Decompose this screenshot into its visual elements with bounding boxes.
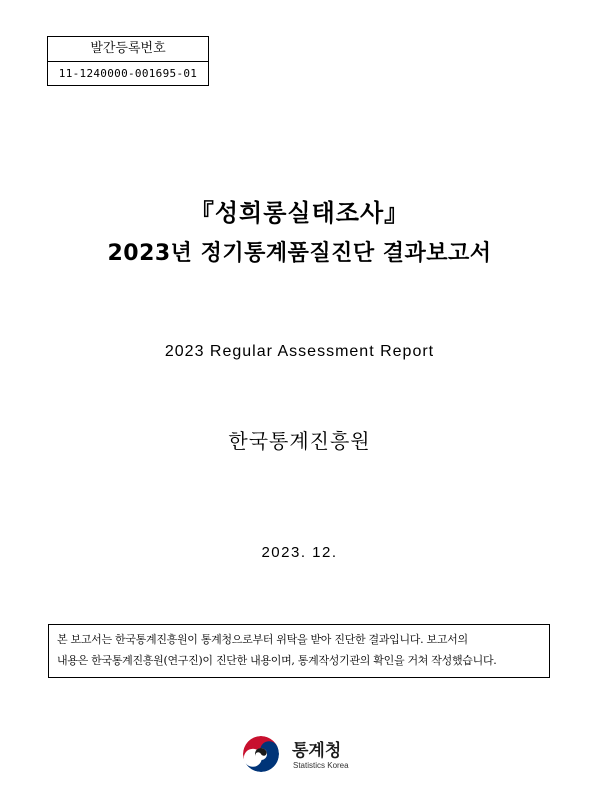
notice-line1: 본 보고서는 한국통계진흥원이 통계청으로부터 위탁을 받아 진단한 결과입니다. 보고서의 [57, 633, 468, 646]
publication-date: 2023. 12. [261, 544, 338, 561]
logo-english-name: Statistics Korea [293, 761, 349, 770]
registration-number-box [47, 36, 209, 86]
organization-name: 한국통계진흥원 [228, 429, 371, 453]
report-title-line2: 2023년 정기통계품질진단 결과보고서 [107, 241, 492, 266]
taegeuk-emblem-icon [240, 733, 282, 775]
registration-number: 11-1240000-001695-01 [58, 67, 198, 80]
logo-korean-name: 통계청 [292, 741, 342, 761]
notice-box [48, 624, 550, 678]
registration-label: 발간등록번호 [48, 37, 208, 62]
statistics-korea-logo [240, 733, 370, 775]
report-subtitle: 2023 Regular Assessment Report [164, 343, 435, 360]
notice-line2: 내용은 한국통계진흥원(연구진)이 진단한 내용이며, 통계작성기관의 확인을 거쳐 작성했습니다. [57, 654, 497, 667]
report-title-line1: 『성희롱실태조사』 [189, 199, 410, 227]
